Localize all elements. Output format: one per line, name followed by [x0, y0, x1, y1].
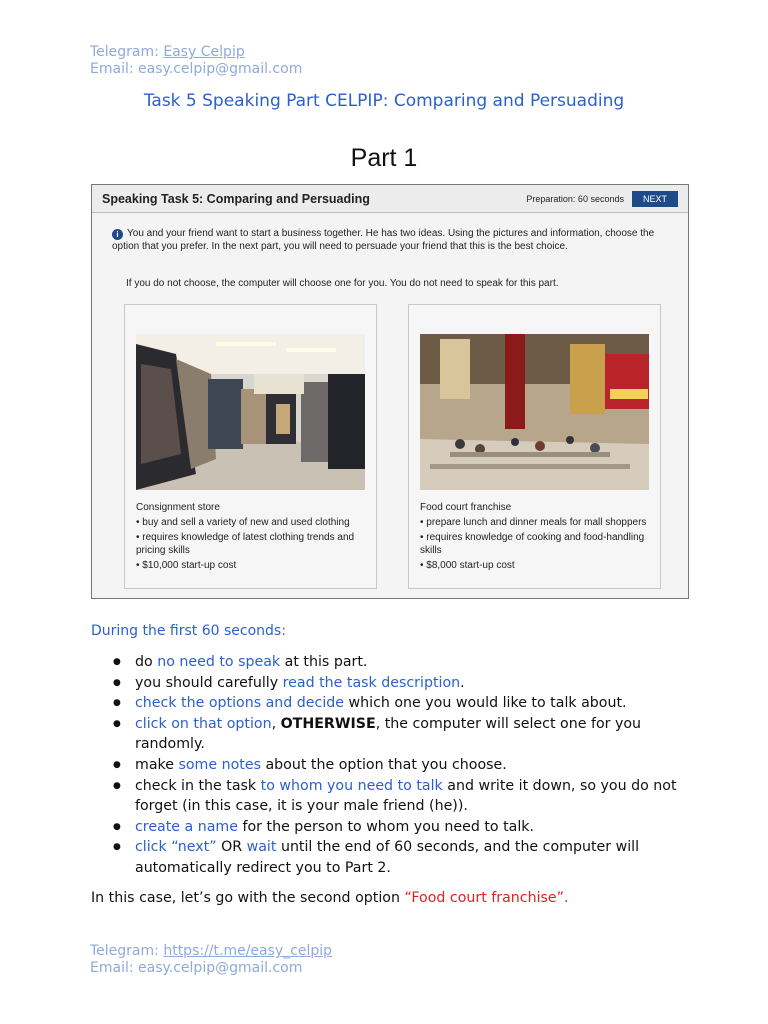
option-consignment-store[interactable]: [124, 304, 377, 589]
task-note: If you do not choose, the computer will choose one for you. You do not need to speak for this part.: [126, 278, 559, 289]
email-line: Email: easy.celpip@gmail.com: [90, 61, 303, 77]
option-details: [136, 501, 368, 572]
list-item: ● do no need to speak at this part.: [113, 652, 679, 673]
option-bullet: • buy and sell a variety of new and used clothing: [136, 517, 350, 528]
section-heading: During the first 60 seconds:: [91, 623, 286, 639]
list-item: ● click “next” OR wait until the end of 60 seconds, and the computer will automatically redirect you to Part 2.: [113, 837, 679, 878]
footer-contact: [90, 943, 332, 977]
telegram-url-link[interactable]: https://t.me/easy_celpip: [163, 943, 333, 959]
list-item: ● click on that option, OTHERWISE, the computer will select one for you randomly.: [113, 714, 679, 755]
conclusion: In this case, let’s go with the second option “Food court franchise”.: [91, 890, 569, 906]
food-court-photo: [420, 334, 649, 490]
document-title: Task 5 Speaking Part CELPIP: Comparing and Persuading: [143, 91, 625, 111]
option-bullet: • $10,000 start-up cost: [136, 560, 237, 571]
task-instruction: [112, 227, 672, 253]
option-bullet: • requires knowledge of latest clothing trends and pricing skills: [136, 532, 355, 556]
list-item: ● check in the task to whom you need to talk and write it down, so you do not forget (in this case, it is your male friend (he)).: [113, 776, 679, 817]
clothing-store-photo: [136, 334, 365, 490]
telegram-label: Telegram:: [90, 943, 164, 959]
option-bullet: • prepare lunch and dinner meals for mall shoppers: [420, 517, 647, 528]
task-title: Speaking Task 5: Comparing and Persuading: [102, 191, 370, 206]
option-bullet: • $8,000 start-up cost: [420, 560, 515, 571]
list-item: ● make some notes about the option that you choose.: [113, 755, 679, 776]
telegram-line: [90, 943, 332, 960]
option-details: [420, 501, 652, 572]
list-item: ● create a name for the person to whom you need to talk.: [113, 817, 679, 838]
header-contact: [90, 44, 302, 78]
instruction-text: You and your friend want to start a business together. He has two ideas. Using the pictures and information, choose the option that you prefer. In the next part, you will need to persuade your friend that this is the best choice.: [112, 228, 655, 252]
option-bullet: • requires knowledge of cooking and food-handling skills: [420, 532, 645, 556]
telegram-link[interactable]: Easy Celpip: [163, 44, 245, 60]
list-item: ● check the options and decide which one you would like to talk about.: [113, 693, 679, 714]
list-item: ● you should carefully read the task description.: [113, 673, 679, 694]
option-food-court-franchise[interactable]: [408, 304, 661, 589]
telegram-label: Telegram:: [90, 44, 164, 60]
telegram-line: [90, 44, 302, 61]
steps-list: [113, 652, 679, 879]
preparation-timer: Preparation: 60 seconds: [526, 193, 624, 204]
chosen-option: “Food court franchise”.: [404, 890, 569, 906]
task-screenshot: [91, 184, 689, 599]
email-line: Email: easy.celpip@gmail.com: [90, 960, 303, 976]
task-header-bar: [92, 185, 688, 213]
part-title: Part 1: [350, 144, 418, 172]
option-name: Consignment store: [136, 502, 220, 513]
info-icon: i: [112, 229, 123, 240]
next-button[interactable]: NEXT: [632, 191, 678, 207]
option-name: Food court franchise: [420, 502, 512, 513]
